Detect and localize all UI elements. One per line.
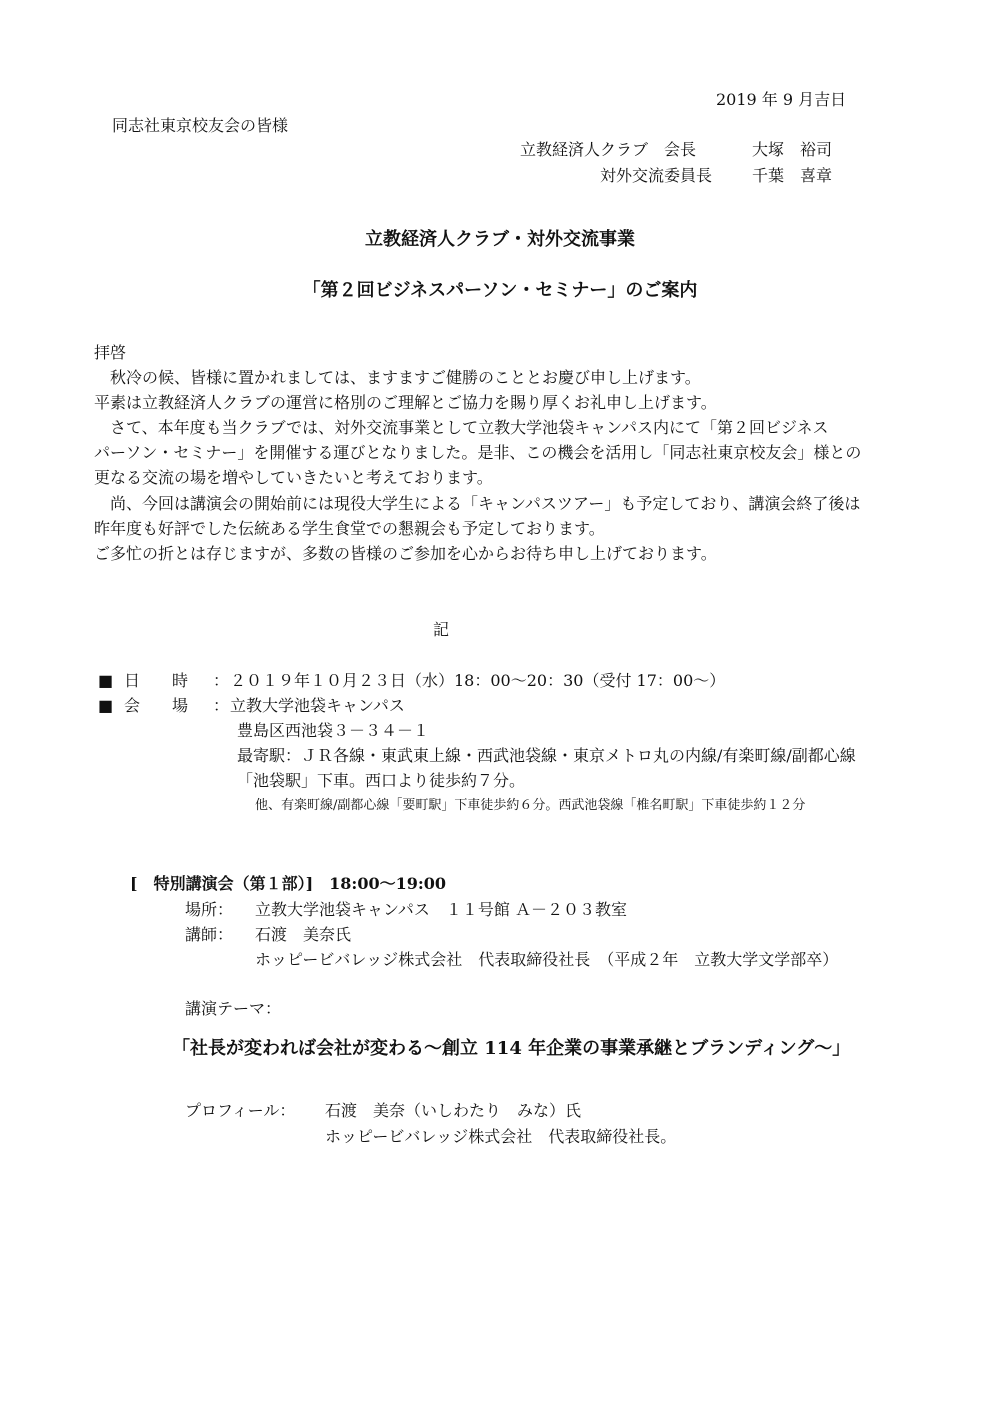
datetime-value: ２０１９年１０月２３日（水）18：00～20：30（受付 17：00～） xyxy=(230,671,726,690)
lecture-theme-label: 講演テーマ： xyxy=(185,999,282,1018)
venue-value: 立教大学池袋キャンパス xyxy=(230,696,405,715)
lecture-speaker-value: 石渡 美奈氏 xyxy=(255,925,352,944)
lecture-place-value: 立教大学池袋キャンパス １１号館 Ａ－２０３教室 xyxy=(255,900,627,919)
datetime-label: 日 時 xyxy=(124,671,189,690)
greeting: 拝啓 xyxy=(94,343,127,362)
lecture-place-label: 場所： xyxy=(185,900,234,919)
body-line: 秋冷の候、皆様に置かれましては、ますますご健勝のこととお慶び申し上げます。 xyxy=(94,368,701,387)
sender-2-name: 千葉 喜章 xyxy=(752,166,833,185)
lecture-speaker-label: 講師： xyxy=(185,925,234,944)
alternate-stations-note: 他、有楽町線/副都心線「要町駅」下車徒歩約６分。西武池袋線「椎名町駅」下車徒歩約１２分 xyxy=(255,798,806,813)
body-line: 平素は立教経済人クラブの運営に格別のご理解とご協力を賜り厚くお礼申し上げます。 xyxy=(94,393,717,412)
station-directions: 「池袋駅」下車。西口より徒歩約７分。 xyxy=(237,771,526,790)
sender-1-name: 大塚 裕司 xyxy=(752,140,833,159)
venue-colon: ： xyxy=(213,696,230,715)
body-line: 尚、今回は講演会の開始前には現役大学生による「キャンパスツアー」も予定しており、講演会終了後は xyxy=(94,494,861,513)
sender-1-org: 立教経済人クラブ 会長 xyxy=(520,140,697,159)
body-line: さて、本年度も当クラブでは、対外交流事業として立教大学池袋キャンパス内にて「第２回ビジネス xyxy=(94,418,829,437)
sender-2-org: 対外交流委員長 xyxy=(600,166,713,185)
lecture-theme: 「社長が変われば会社が変わる～創立 114 年企業の事業承継とブランディング～」 xyxy=(172,1038,851,1059)
lecture-speaker-title: ホッピービバレッジ株式会社 代表取締役社長 （平成２年 立教大学文学部卒） xyxy=(255,950,839,969)
nearest-station: 最寄駅：ＪＲ各線・東武東上線・西武池袋線・東京メトロ丸の内線/有楽町線/副都心線 xyxy=(237,746,856,765)
profile-position: ホッピービバレッジ株式会社 代表取締役社長。 xyxy=(325,1127,677,1146)
venue-bullet: ■ xyxy=(98,696,114,715)
letter-date: 2019 年 9 月吉日 xyxy=(716,90,847,109)
body-line: パーソン・セミナー」を開催する運びとなりました。是非、この機会を活用し「同志社東京校友会」様との xyxy=(94,443,862,462)
venue-address: 豊島区西池袋３－３４－１ xyxy=(237,721,430,740)
recipient: 同志社東京校友会の皆様 xyxy=(112,116,289,135)
profile-name: 石渡 美奈（いしわたり みな）氏 xyxy=(325,1101,582,1120)
datetime-bullet: ■ xyxy=(98,671,114,690)
body-line: 更なる交流の場を増やしていきたいと考えております。 xyxy=(94,468,493,487)
venue-label: 会 場 xyxy=(124,696,189,715)
ki-mark: 記 xyxy=(433,620,450,639)
profile-label: プロフィール： xyxy=(185,1101,296,1120)
body-line: 昨年度も好評でした伝統ある学生食堂での懇親会も予定しております。 xyxy=(94,519,605,538)
datetime-colon: ： xyxy=(213,671,230,690)
document-title: 立教経済人クラブ・対外交流事業 xyxy=(365,229,635,250)
document-subtitle: 「第２回ビジネスパーソン・セミナー」のご案内 xyxy=(302,280,698,301)
body-line: ご多忙の折とは存じますが、多数の皆様のご参加を心からお待ち申し上げております。 xyxy=(94,544,717,563)
lecture-header: [ 特別講演会（第１部）] 18:00～19:00 xyxy=(130,874,447,893)
